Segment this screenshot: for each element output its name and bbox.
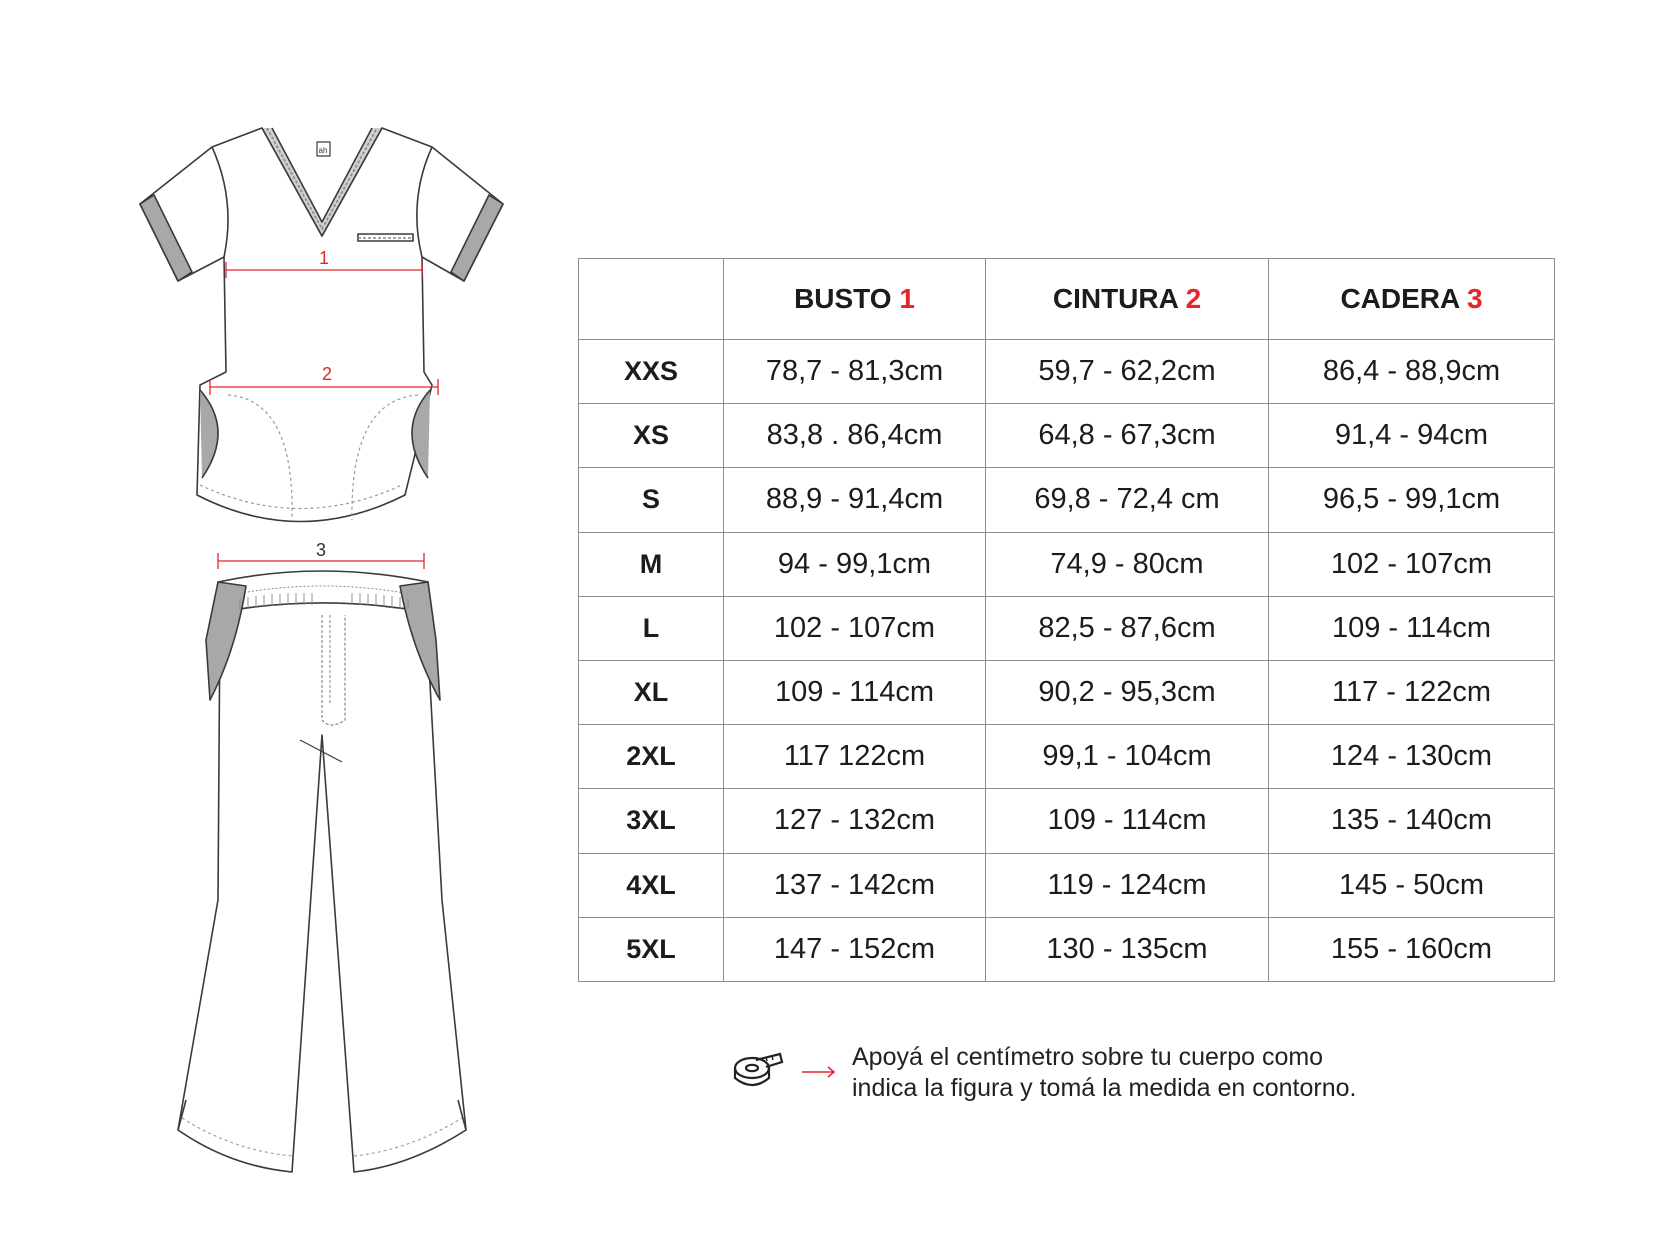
header-cintura: CINTURA 2 xyxy=(986,259,1269,340)
header-empty-cell xyxy=(579,259,724,340)
cintura-cell: 59,7 - 62,2cm xyxy=(986,340,1269,404)
table-row xyxy=(579,340,1555,404)
size-label: 5XL xyxy=(579,917,724,981)
table-row xyxy=(579,725,1555,789)
cadera-cell: 109 - 114cm xyxy=(1269,596,1555,660)
table-row xyxy=(579,917,1555,981)
cintura-cell: 130 - 135cm xyxy=(986,917,1269,981)
busto-cell: 147 - 152cm xyxy=(724,917,986,981)
size-label: 3XL xyxy=(579,789,724,853)
arrow-right-icon xyxy=(802,1067,834,1077)
cadera-cell: 117 - 122cm xyxy=(1269,660,1555,724)
table-row xyxy=(579,853,1555,917)
busto-cell: 137 - 142cm xyxy=(724,853,986,917)
cadera-cell: 124 - 130cm xyxy=(1269,725,1555,789)
cintura-cell: 69,8 - 72,4 cm xyxy=(986,468,1269,532)
measure-label-3: 3 xyxy=(315,540,327,560)
header-cadera: CADERA 3 xyxy=(1269,259,1555,340)
cintura-cell: 109 - 114cm xyxy=(986,789,1269,853)
note-line-1: Apoyá el centímetro sobre tu cuerpo como xyxy=(852,1043,1324,1071)
busto-cell: 78,7 - 81,3cm xyxy=(724,340,986,404)
cintura-cell: 119 - 124cm xyxy=(986,853,1269,917)
size-chart-body xyxy=(579,340,1555,982)
header-busto: BUSTO 1 xyxy=(724,259,986,340)
busto-cell: 94 - 99,1cm xyxy=(724,532,986,596)
size-label: 2XL xyxy=(579,725,724,789)
cadera-cell: 86,4 - 88,9cm xyxy=(1269,340,1555,404)
garment-illustration xyxy=(0,0,560,1250)
measure-label-2: 2 xyxy=(321,364,333,384)
size-label: XL xyxy=(579,660,724,724)
size-label: L xyxy=(579,596,724,660)
busto-cell: 88,9 - 91,4cm xyxy=(724,468,986,532)
measure-label-1: 1 xyxy=(318,248,330,268)
size-chart-header xyxy=(579,259,1555,340)
note-text xyxy=(852,1042,1356,1104)
tape-measure-icon xyxy=(735,1054,782,1085)
busto-cell: 109 - 114cm xyxy=(724,660,986,724)
cadera-cell: 135 - 140cm xyxy=(1269,789,1555,853)
size-label: XS xyxy=(579,404,724,468)
logo-tag-text: ah xyxy=(318,146,328,155)
table-row xyxy=(579,660,1555,724)
cintura-cell: 82,5 - 87,6cm xyxy=(986,596,1269,660)
size-label: XXS xyxy=(579,340,724,404)
scrub-pants-drawing xyxy=(178,571,466,1172)
cadera-cell: 102 - 107cm xyxy=(1269,532,1555,596)
table-row xyxy=(579,596,1555,660)
size-label: S xyxy=(579,468,724,532)
cintura-cell: 90,2 - 95,3cm xyxy=(986,660,1269,724)
table-row xyxy=(579,468,1555,532)
cadera-cell: 155 - 160cm xyxy=(1269,917,1555,981)
cintura-cell: 99,1 - 104cm xyxy=(986,725,1269,789)
cadera-cell: 91,4 - 94cm xyxy=(1269,404,1555,468)
table-row xyxy=(579,789,1555,853)
table-row xyxy=(579,404,1555,468)
note-line-2: indica la figura y tomá la medida en contorno. xyxy=(852,1074,1357,1102)
scrub-top-drawing xyxy=(140,128,503,522)
busto-cell: 102 - 107cm xyxy=(724,596,986,660)
cadera-cell: 96,5 - 99,1cm xyxy=(1269,468,1555,532)
table-row xyxy=(579,532,1555,596)
cintura-cell: 74,9 - 80cm xyxy=(986,532,1269,596)
size-label: M xyxy=(579,532,724,596)
busto-cell: 117 122cm xyxy=(724,725,986,789)
size-chart-table xyxy=(578,258,1555,982)
measurement-note xyxy=(730,1040,1490,1120)
busto-cell: 83,8 . 86,4cm xyxy=(724,404,986,468)
busto-cell: 127 - 132cm xyxy=(724,789,986,853)
size-label: 4XL xyxy=(579,853,724,917)
cintura-cell: 64,8 - 67,3cm xyxy=(986,404,1269,468)
cadera-cell: 145 - 50cm xyxy=(1269,853,1555,917)
